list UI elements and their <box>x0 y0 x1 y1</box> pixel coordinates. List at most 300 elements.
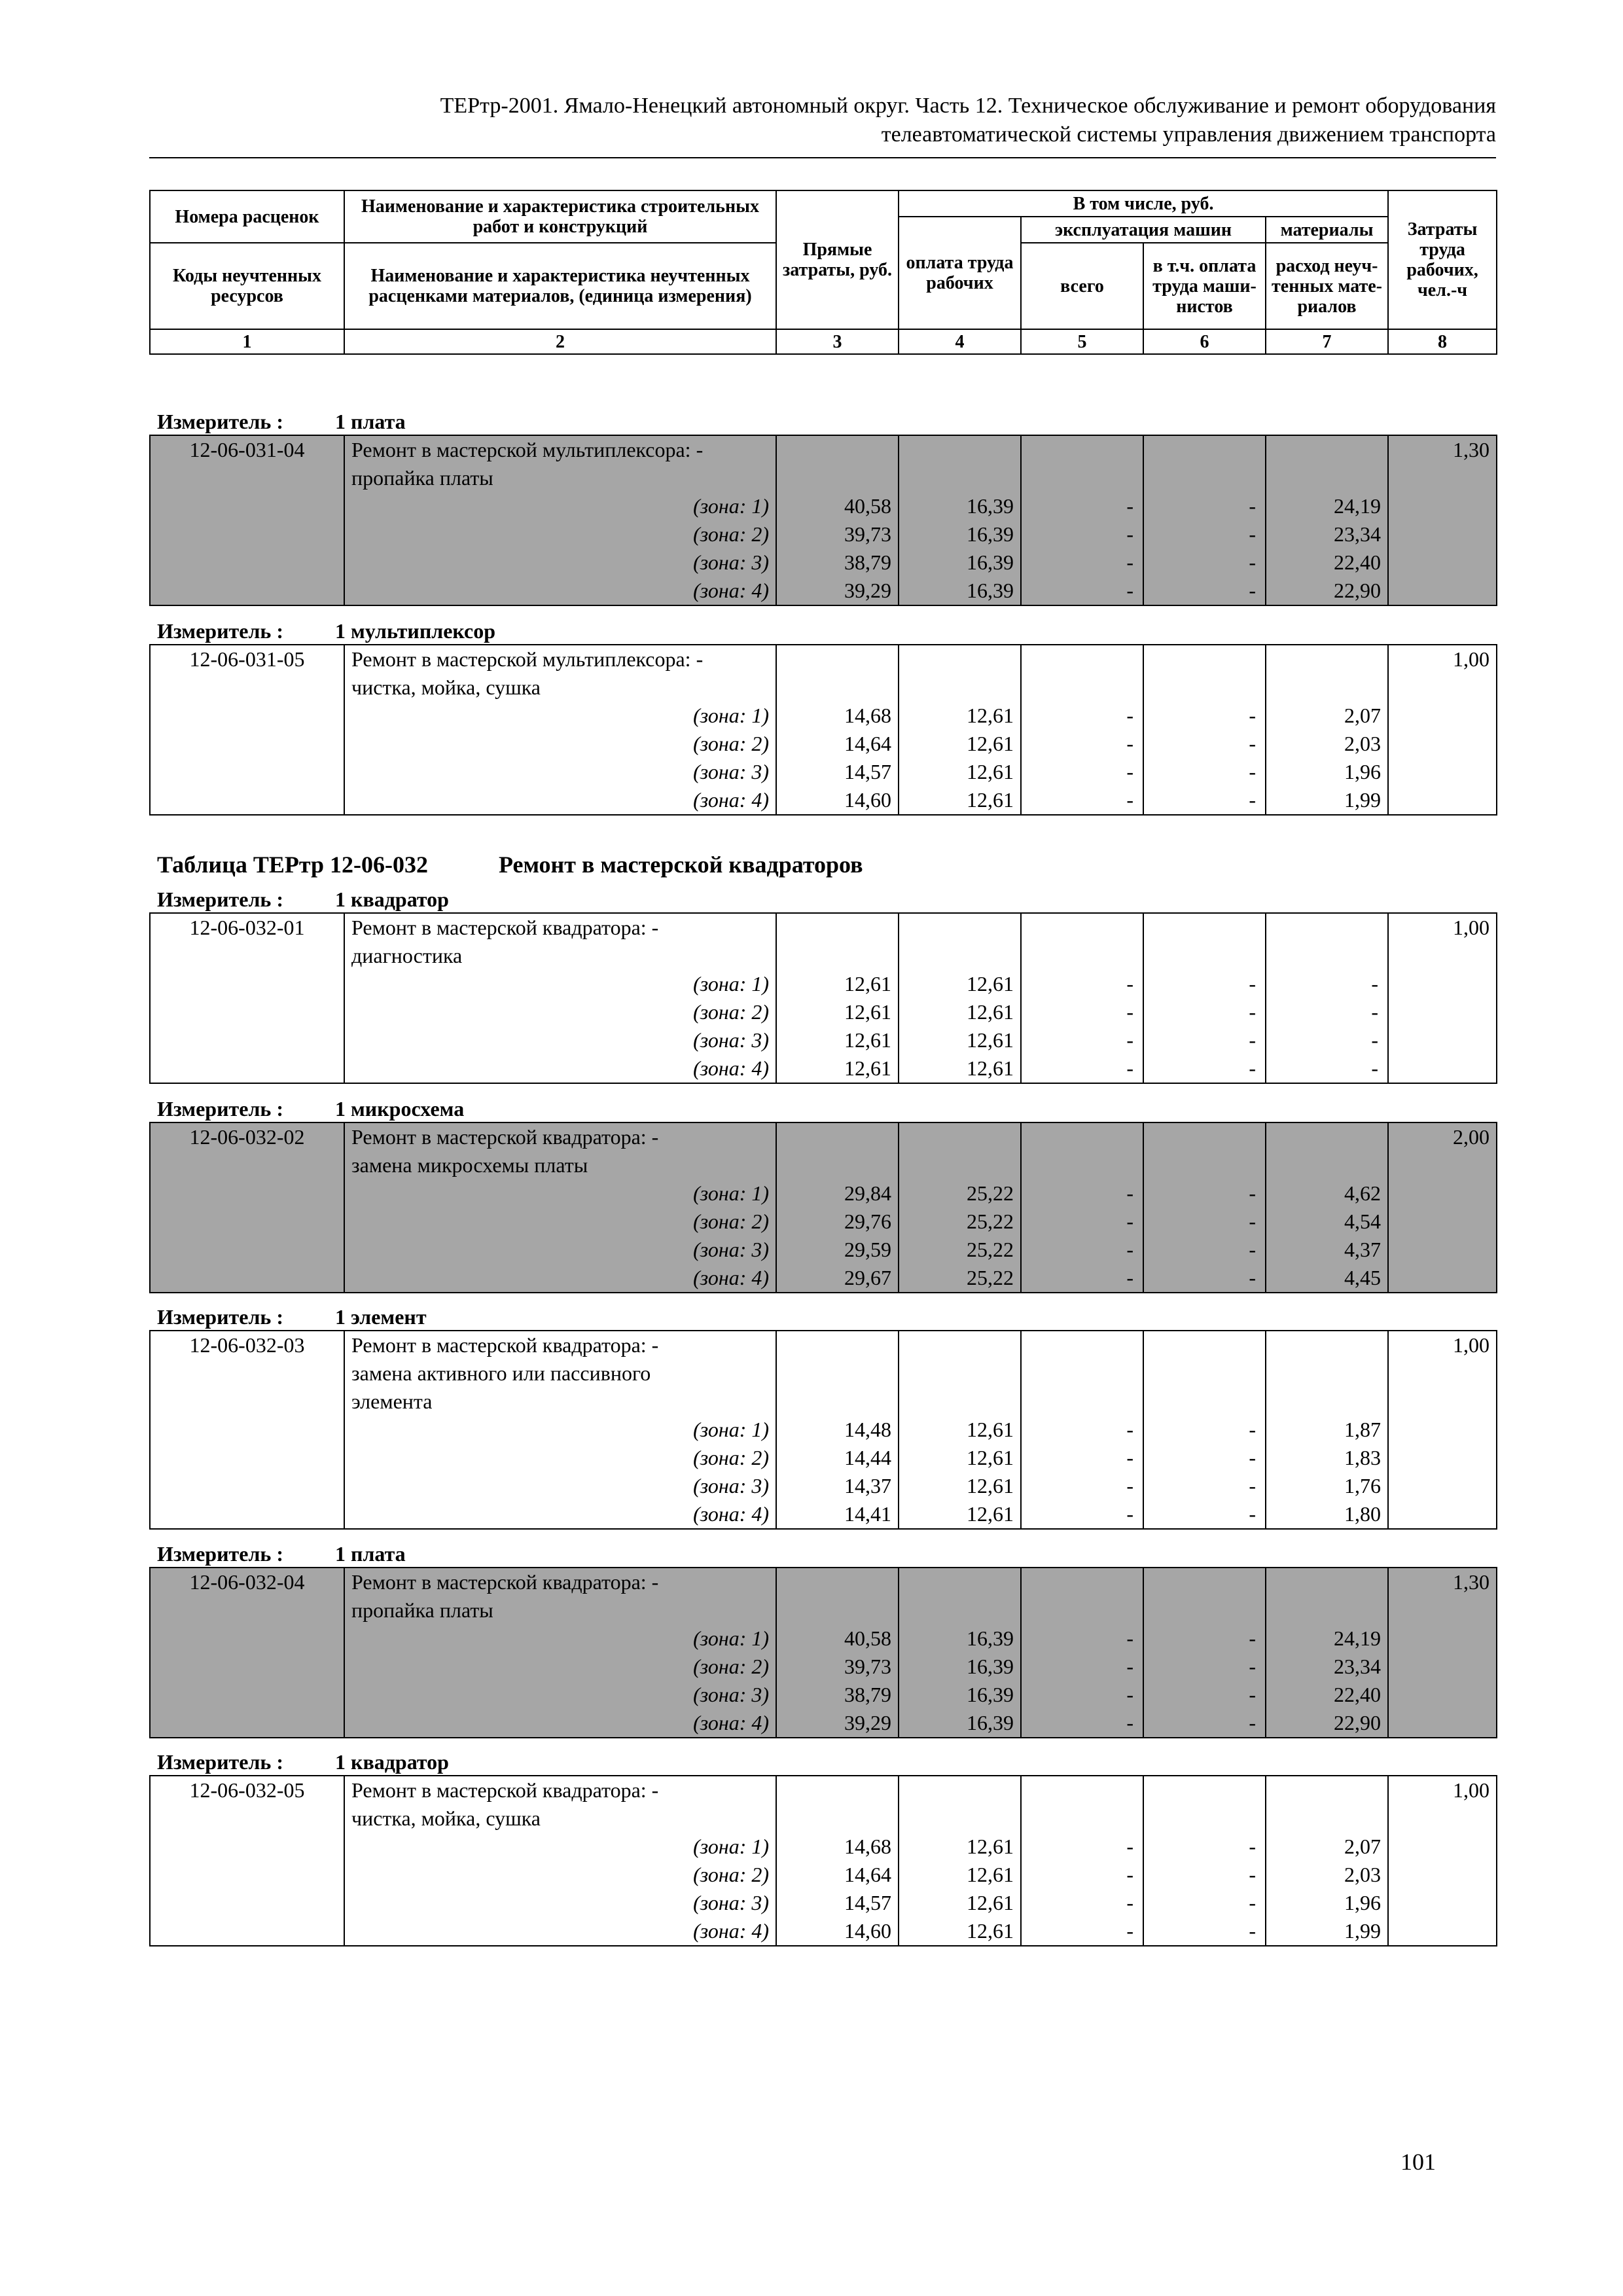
wages: 25,22 <box>899 1179 1021 1208</box>
empty-cell <box>1388 1889 1497 1917</box>
measurer-line <box>157 1541 406 1567</box>
work-description-line: чистка, мойка, сушка <box>344 673 776 702</box>
wages: 12,61 <box>899 1917 1021 1946</box>
machine-total: - <box>1021 1709 1143 1738</box>
direct-costs: 29,76 <box>776 1208 899 1236</box>
operator-wages: - <box>1143 1236 1266 1264</box>
rate-block <box>149 1122 1497 1293</box>
empty-cell <box>150 577 344 605</box>
materials-cost: - <box>1266 970 1388 998</box>
empty-cell <box>150 998 344 1026</box>
empty-cell <box>776 942 899 970</box>
operator-wages: - <box>1143 998 1266 1026</box>
zone-label: (зона: 1) <box>344 1624 776 1653</box>
empty-cell <box>1143 1359 1266 1388</box>
operator-wages: - <box>1143 1472 1266 1500</box>
empty-cell <box>150 730 344 758</box>
zone-label: (зона: 3) <box>344 758 776 786</box>
col-number: 8 <box>1388 329 1497 354</box>
operator-wages: - <box>1143 1179 1266 1208</box>
work-description-line: пропайка платы <box>344 1596 776 1624</box>
direct-costs: 12,61 <box>776 970 899 998</box>
zone-label: (зона: 4) <box>344 1264 776 1293</box>
zone-row <box>150 1709 1497 1738</box>
machine-total: - <box>1021 758 1143 786</box>
zone-label: (зона: 4) <box>344 1054 776 1083</box>
zone-label: (зона: 2) <box>344 1444 776 1472</box>
empty-cell <box>150 1359 344 1388</box>
empty-cell <box>1388 1151 1497 1179</box>
empty-cell <box>899 645 1021 673</box>
empty-cell <box>1021 645 1143 673</box>
operator-wages: - <box>1143 1500 1266 1529</box>
desc-row <box>150 1776 1497 1804</box>
col-machine-exploitation-header: эксплуатация машин <box>1021 217 1266 243</box>
materials-cost: 22,40 <box>1266 1681 1388 1709</box>
operator-wages: - <box>1143 786 1266 815</box>
empty-cell <box>899 1804 1021 1833</box>
desc-row <box>150 435 1497 464</box>
empty-cell <box>899 1388 1021 1416</box>
machine-total: - <box>1021 520 1143 548</box>
zone-row <box>150 1444 1497 1472</box>
measurer-unit: 1 плата <box>335 410 406 433</box>
zone-label: (зона: 4) <box>344 1709 776 1738</box>
empty-cell <box>1388 1388 1497 1416</box>
empty-cell <box>150 520 344 548</box>
zone-label: (зона: 3) <box>344 1026 776 1054</box>
operator-wages: - <box>1143 577 1266 605</box>
running-header-line-2: телеавтоматической системы управления движением транспорта <box>881 122 1496 147</box>
empty-cell <box>1143 913 1266 942</box>
zone-label: (зона: 2) <box>344 520 776 548</box>
machine-total: - <box>1021 1026 1143 1054</box>
materials-cost: 1,96 <box>1266 1889 1388 1917</box>
materials-cost: 2,03 <box>1266 1861 1388 1889</box>
direct-costs: 39,29 <box>776 577 899 605</box>
zone-label: (зона: 1) <box>344 1416 776 1444</box>
col-number: 5 <box>1021 329 1143 354</box>
empty-cell <box>150 1208 344 1236</box>
work-description-line: диагностика <box>344 942 776 970</box>
zone-label: (зона: 2) <box>344 1208 776 1236</box>
operator-wages: - <box>1143 1653 1266 1681</box>
zone-row <box>150 492 1497 520</box>
machine-total: - <box>1021 1054 1143 1083</box>
zone-row <box>150 730 1497 758</box>
empty-cell <box>1266 1388 1388 1416</box>
empty-cell <box>150 1709 344 1738</box>
col-operator-wages-header: в т.ч. оплата труда маши-нистов <box>1143 243 1266 329</box>
wages: 12,61 <box>899 1472 1021 1500</box>
zone-row <box>150 1653 1497 1681</box>
machine-total: - <box>1021 577 1143 605</box>
operator-wages: - <box>1143 1833 1266 1861</box>
empty-cell <box>1143 1568 1266 1596</box>
empty-cell <box>150 548 344 577</box>
empty-cell <box>150 673 344 702</box>
empty-cell <box>150 1596 344 1624</box>
machine-total: - <box>1021 1889 1143 1917</box>
wages: 12,61 <box>899 730 1021 758</box>
empty-cell <box>1388 577 1497 605</box>
col-number: 3 <box>776 329 899 354</box>
operator-wages: - <box>1143 970 1266 998</box>
machine-total: - <box>1021 1624 1143 1653</box>
zone-label: (зона: 3) <box>344 1681 776 1709</box>
empty-cell <box>776 1388 899 1416</box>
empty-cell <box>1388 1833 1497 1861</box>
empty-cell <box>150 1681 344 1709</box>
labor-cost: 1,30 <box>1388 435 1497 464</box>
machine-total: - <box>1021 730 1143 758</box>
machine-total: - <box>1021 1179 1143 1208</box>
wages: 12,61 <box>899 1833 1021 1861</box>
wages: 25,22 <box>899 1264 1021 1293</box>
operator-wages: - <box>1143 702 1266 730</box>
empty-cell <box>150 1416 344 1444</box>
machine-total: - <box>1021 1500 1143 1529</box>
measurer-line <box>157 408 406 435</box>
empty-cell <box>1021 1776 1143 1804</box>
operator-wages: - <box>1143 1889 1266 1917</box>
empty-cell <box>1266 435 1388 464</box>
measurer-line <box>157 618 495 644</box>
zone-row <box>150 1889 1497 1917</box>
zone-row <box>150 1208 1497 1236</box>
empty-cell <box>1266 1776 1388 1804</box>
empty-cell <box>776 1359 899 1388</box>
empty-cell <box>1266 913 1388 942</box>
machine-total: - <box>1021 1444 1143 1472</box>
empty-cell <box>1021 435 1143 464</box>
machine-total: - <box>1021 1472 1143 1500</box>
materials-cost: 23,34 <box>1266 1653 1388 1681</box>
zone-row <box>150 577 1497 605</box>
wages: 25,22 <box>899 1236 1021 1264</box>
empty-cell <box>1388 1596 1497 1624</box>
desc-row <box>150 1151 1497 1179</box>
zone-label: (зона: 3) <box>344 1236 776 1264</box>
direct-costs: 14,41 <box>776 1500 899 1529</box>
empty-cell <box>899 1568 1021 1596</box>
work-description-line: Ремонт в мастерской квадратора: - <box>344 1122 776 1151</box>
labor-cost: 1,00 <box>1388 645 1497 673</box>
operator-wages: - <box>1143 1208 1266 1236</box>
empty-cell <box>1143 464 1266 492</box>
work-description-line: Ремонт в мастерской квадратора: - <box>344 1331 776 1359</box>
empty-cell <box>1388 1861 1497 1889</box>
rate-block <box>149 644 1497 816</box>
operator-wages: - <box>1143 1444 1266 1472</box>
empty-cell <box>1143 1388 1266 1416</box>
direct-costs: 29,59 <box>776 1236 899 1264</box>
machine-total: - <box>1021 1264 1143 1293</box>
empty-cell <box>1388 1500 1497 1529</box>
empty-cell <box>1266 645 1388 673</box>
empty-cell <box>150 464 344 492</box>
empty-cell <box>1388 702 1497 730</box>
empty-cell <box>1266 673 1388 702</box>
machine-total: - <box>1021 1917 1143 1946</box>
desc-row <box>150 1122 1497 1151</box>
empty-cell <box>1266 1151 1388 1179</box>
empty-cell <box>1266 1359 1388 1388</box>
machine-total: - <box>1021 786 1143 815</box>
operator-wages: - <box>1143 492 1266 520</box>
empty-cell <box>1143 1331 1266 1359</box>
work-description-line: пропайка платы <box>344 464 776 492</box>
empty-cell <box>1143 645 1266 673</box>
direct-costs: 14,44 <box>776 1444 899 1472</box>
measurer-line <box>157 1749 449 1775</box>
materials-cost: 2,07 <box>1266 1833 1388 1861</box>
wages: 12,61 <box>899 1889 1021 1917</box>
wages: 12,61 <box>899 758 1021 786</box>
wages: 16,39 <box>899 520 1021 548</box>
operator-wages: - <box>1143 1026 1266 1054</box>
measurer-label: Измеритель : <box>157 888 283 911</box>
empty-cell <box>150 1179 344 1208</box>
measurer-label: Измеритель : <box>157 619 283 643</box>
empty-cell <box>1388 730 1497 758</box>
direct-costs: 38,79 <box>776 548 899 577</box>
empty-cell <box>1388 942 1497 970</box>
measurer-label: Измеритель : <box>157 1542 283 1566</box>
measurer-unit: 1 квадратор <box>335 888 449 911</box>
zone-label: (зона: 1) <box>344 1833 776 1861</box>
wages: 16,39 <box>899 1624 1021 1653</box>
running-header-line-1: ТЕРтр-2001. Ямало-Ненецкий автономный округ. Часть 12. Техническое обслуживание и ремонт оборудования <box>440 94 1496 118</box>
machine-total: - <box>1021 998 1143 1026</box>
zone-label: (зона: 3) <box>344 1889 776 1917</box>
materials-cost: - <box>1266 1026 1388 1054</box>
empty-cell <box>1266 1122 1388 1151</box>
zone-row <box>150 548 1497 577</box>
zone-row <box>150 1236 1497 1264</box>
col-labor-costs-header: Затраты труда рабочих, чел.-ч <box>1388 190 1497 329</box>
work-description-line: замена микросхемы платы <box>344 1151 776 1179</box>
empty-cell <box>1388 1264 1497 1293</box>
wages: 12,61 <box>899 1026 1021 1054</box>
empty-cell <box>1021 1596 1143 1624</box>
direct-costs: 14,60 <box>776 1917 899 1946</box>
empty-cell <box>1021 1804 1143 1833</box>
empty-cell <box>150 970 344 998</box>
empty-cell <box>150 1472 344 1500</box>
empty-cell <box>150 1653 344 1681</box>
empty-cell <box>1388 1444 1497 1472</box>
empty-cell <box>1388 1026 1497 1054</box>
materials-cost: 22,40 <box>1266 548 1388 577</box>
rate-block <box>149 912 1497 1084</box>
zone-row <box>150 998 1497 1026</box>
zone-row <box>150 1472 1497 1500</box>
measurer-label: Измеритель : <box>157 410 283 433</box>
labor-cost: 2,00 <box>1388 1122 1497 1151</box>
desc-row <box>150 673 1497 702</box>
desc-row <box>150 1359 1497 1388</box>
zone-label: (зона: 2) <box>344 1653 776 1681</box>
materials-cost: 4,37 <box>1266 1236 1388 1264</box>
operator-wages: - <box>1143 1681 1266 1709</box>
empty-cell <box>1021 942 1143 970</box>
machine-total: - <box>1021 548 1143 577</box>
operator-wages: - <box>1143 758 1266 786</box>
zone-label: (зона: 4) <box>344 786 776 815</box>
col-direct-costs-header: Прямые затраты, руб. <box>776 190 899 329</box>
wages: 12,61 <box>899 1861 1021 1889</box>
rate-code: 12-06-032-01 <box>189 916 305 939</box>
measurer-line <box>157 886 449 912</box>
col-unaccounted-materials-header: расход неуч-тенных мате-риалов <box>1266 243 1388 329</box>
operator-wages: - <box>1143 1416 1266 1444</box>
measurer-unit: 1 элемент <box>335 1305 427 1329</box>
empty-cell <box>899 913 1021 942</box>
empty-cell <box>150 758 344 786</box>
col-materials-group-header: материалы <box>1266 217 1388 243</box>
empty-cell <box>776 673 899 702</box>
materials-cost: 1,99 <box>1266 786 1388 815</box>
labor-cost: 1,00 <box>1388 1776 1497 1804</box>
operator-wages: - <box>1143 1624 1266 1653</box>
zone-row <box>150 1861 1497 1889</box>
zone-row <box>150 1264 1497 1293</box>
empty-cell <box>1388 464 1497 492</box>
rate-block <box>149 1567 1497 1738</box>
materials-cost: 4,54 <box>1266 1208 1388 1236</box>
machine-total: - <box>1021 1416 1143 1444</box>
col-work-name-header: Наименование и характеристика строительных работ и конструкций <box>344 190 776 243</box>
empty-cell <box>1388 1208 1497 1236</box>
zone-row <box>150 1500 1497 1529</box>
operator-wages: - <box>1143 1264 1266 1293</box>
empty-cell <box>1388 1054 1497 1083</box>
zone-label: (зона: 4) <box>344 1917 776 1946</box>
direct-costs: 40,58 <box>776 492 899 520</box>
machine-total: - <box>1021 1861 1143 1889</box>
direct-costs: 29,67 <box>776 1264 899 1293</box>
empty-cell <box>150 942 344 970</box>
direct-costs: 12,61 <box>776 998 899 1026</box>
direct-costs: 14,37 <box>776 1472 899 1500</box>
zone-row <box>150 1681 1497 1709</box>
zone-label: (зона: 3) <box>344 548 776 577</box>
empty-cell <box>1021 464 1143 492</box>
operator-wages: - <box>1143 548 1266 577</box>
direct-costs: 29,84 <box>776 1179 899 1208</box>
labor-cost: 1,30 <box>1388 1568 1497 1596</box>
rate-code: 12-06-032-03 <box>189 1333 305 1357</box>
direct-costs: 39,29 <box>776 1709 899 1738</box>
machine-total: - <box>1021 1833 1143 1861</box>
col-rate-numbers-header: Номера расценок <box>150 190 344 243</box>
col-number: 1 <box>150 329 344 354</box>
empty-cell <box>1021 1359 1143 1388</box>
materials-cost: 24,19 <box>1266 492 1388 520</box>
col-wages-header: оплата труда рабочих <box>899 217 1021 329</box>
empty-cell <box>1388 673 1497 702</box>
empty-cell <box>1388 1653 1497 1681</box>
direct-costs: 14,57 <box>776 758 899 786</box>
empty-cell <box>150 1151 344 1179</box>
empty-cell <box>150 1026 344 1054</box>
empty-cell <box>150 1833 344 1861</box>
empty-cell <box>1021 1331 1143 1359</box>
empty-cell <box>776 1568 899 1596</box>
operator-wages: - <box>1143 1709 1266 1738</box>
materials-cost: 23,34 <box>1266 520 1388 548</box>
empty-cell <box>1143 1122 1266 1151</box>
empty-cell <box>776 645 899 673</box>
zone-label: (зона: 4) <box>344 577 776 605</box>
empty-cell <box>150 492 344 520</box>
work-description-line: замена активного или пассивного <box>344 1359 776 1388</box>
materials-cost: 2,07 <box>1266 702 1388 730</box>
wages: 16,39 <box>899 1681 1021 1709</box>
empty-cell <box>1388 1179 1497 1208</box>
materials-cost: 22,90 <box>1266 1709 1388 1738</box>
desc-row <box>150 1804 1497 1833</box>
zone-row <box>150 758 1497 786</box>
wages: 16,39 <box>899 492 1021 520</box>
work-description-line: Ремонт в мастерской квадратора: - <box>344 1776 776 1804</box>
empty-cell <box>1021 1151 1143 1179</box>
empty-cell <box>150 1264 344 1293</box>
empty-cell <box>899 942 1021 970</box>
labor-cost: 1,00 <box>1388 913 1497 942</box>
wages: 12,61 <box>899 1444 1021 1472</box>
zone-label: (зона: 4) <box>344 1500 776 1529</box>
empty-cell <box>899 673 1021 702</box>
direct-costs: 40,58 <box>776 1624 899 1653</box>
wages: 12,61 <box>899 702 1021 730</box>
zone-row <box>150 1416 1497 1444</box>
zone-label: (зона: 2) <box>344 1861 776 1889</box>
empty-cell <box>776 1804 899 1833</box>
desc-row <box>150 645 1497 673</box>
zone-row <box>150 520 1497 548</box>
measurer-unit: 1 квадратор <box>335 1750 449 1774</box>
zone-row <box>150 1624 1497 1653</box>
empty-cell <box>1388 998 1497 1026</box>
zone-row <box>150 1917 1497 1946</box>
wages: 12,61 <box>899 1500 1021 1529</box>
work-description-line: элемента <box>344 1388 776 1416</box>
measurer-label: Измеритель : <box>157 1305 283 1329</box>
empty-cell <box>1143 1596 1266 1624</box>
machine-total: - <box>1021 1208 1143 1236</box>
operator-wages: - <box>1143 1054 1266 1083</box>
direct-costs: 14,68 <box>776 1833 899 1861</box>
rate-block <box>149 435 1497 606</box>
col-material-name-header: Наименование и характеристика неучтенных расценками материалов, (единица измерения) <box>344 243 776 329</box>
machine-total: - <box>1021 970 1143 998</box>
desc-row <box>150 1568 1497 1596</box>
zone-label: (зона: 2) <box>344 730 776 758</box>
zone-label: (зона: 1) <box>344 492 776 520</box>
zone-row <box>150 786 1497 815</box>
materials-cost: 1,80 <box>1266 1500 1388 1529</box>
empty-cell <box>1143 435 1266 464</box>
empty-cell <box>150 1388 344 1416</box>
empty-cell <box>899 1776 1021 1804</box>
materials-cost: 1,83 <box>1266 1444 1388 1472</box>
labor-cost: 1,00 <box>1388 1331 1497 1359</box>
empty-cell <box>1388 1804 1497 1833</box>
direct-costs: 14,57 <box>776 1889 899 1917</box>
empty-cell <box>1388 1359 1497 1388</box>
